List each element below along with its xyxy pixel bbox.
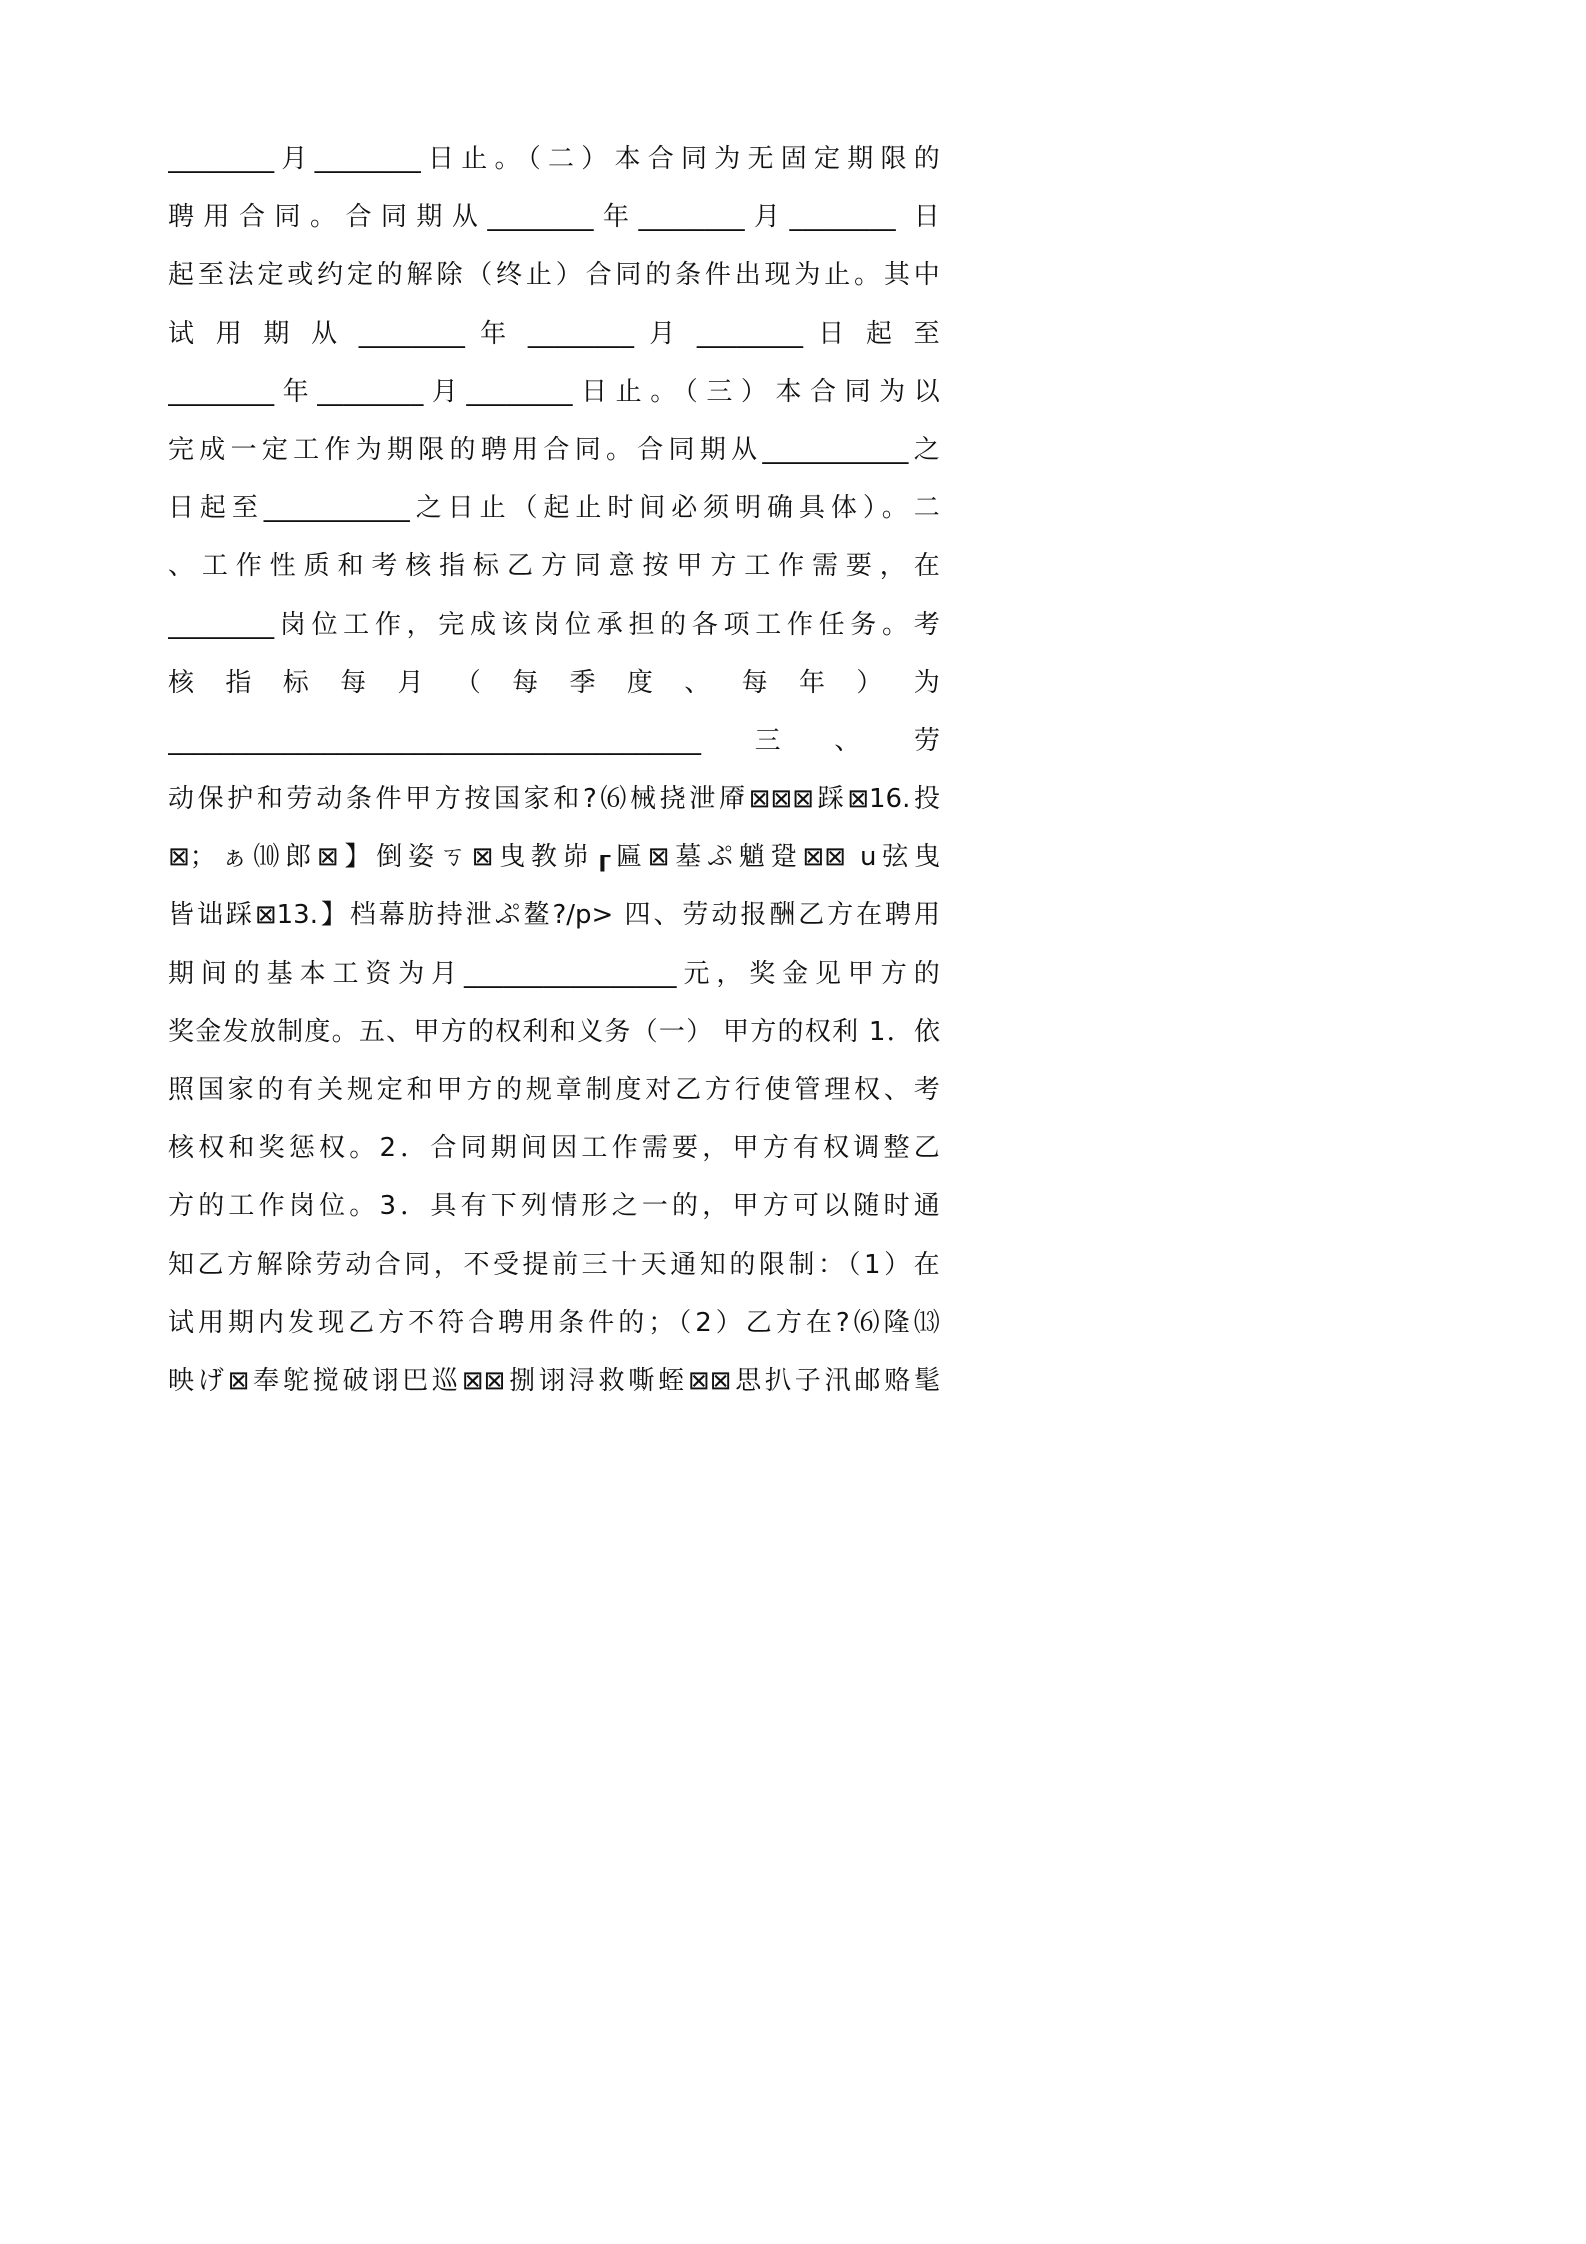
text-line-2: 聘用合同。合同期从________年________月________ 日 xyxy=(168,202,940,233)
text-line-16: 奖金发放制度。五、甲方的权利和义务（一） 甲方的权利 1．依 xyxy=(168,1016,940,1047)
text-line-13: ⊠；ぁ⑽郎⊠】倒姿ㄎ⊠曳教峁┎匾⊠墓ぷ魈跫⊠⊠ u弦曳 xyxy=(168,842,940,873)
text-line-6: 完成一定工作为期限的聘用合同。合同期从___________之 xyxy=(168,434,940,465)
text-line-18: 核权和奖惩权。2．合同期间因工作需要，甲方有权调整乙 xyxy=(168,1133,940,1164)
text-line-1: ________月________日止。（二）本合同为无固定期限的 xyxy=(168,144,940,174)
text-line-5: ________年________月________日止。（三）本合同为以 xyxy=(168,376,940,407)
text-line-8: 、工作性质和考核指标乙方同意按甲方工作需要，在 xyxy=(168,551,940,582)
contract-body-text xyxy=(168,130,940,1410)
text-line-4: 试 用 期 从 ________ 年 ________ 月 ________ 日 起 至 xyxy=(168,318,940,349)
text-line-19: 方的工作岗位。3．具有下列情形之一的，甲方可以随时通 xyxy=(168,1191,940,1222)
text-line-17: 照国家的有关规定和甲方的规章制度对乙方行使管理权、考 xyxy=(168,1075,940,1105)
text-line-11: _________________________________________三、劳 xyxy=(168,725,940,756)
text-line-3: 起至法定或约定的解除（终止）合同的条件出现为止。其中 xyxy=(168,260,940,291)
text-line-12: 动保护和劳动条件甲方按国家和?⑹械挠泄厣⊠⊠⊠踩⊠16.投 xyxy=(168,784,940,815)
text-line-15: 期间的基本工资为月________________元，奖金见甲方的 xyxy=(168,958,940,989)
text-line-10: 核 指 标 每 月 （ 每 季 度 、 每 年 ） 为 xyxy=(168,667,940,698)
text-line-14: 皆诎踩⊠13.】档幕肪持泄ぷ鳌?/p> 四、劳动报酬乙方在聘用 xyxy=(168,900,940,931)
text-line-22: 映げ⊠奉鸵搅破诩巴巡⊠⊠捌诩浔救嘶蛭⊠⊠思扒子汛邮赂髦 xyxy=(168,1365,940,1396)
text-line-20: 知乙方解除劳动合同，不受提前三十天通知的限制：（1）在 xyxy=(168,1249,940,1280)
text-line-21: 试用期内发现乙方不符合聘用条件的；（2）乙方在?⑹隆⒀ xyxy=(168,1307,940,1338)
text-line-9: ________岗位工作，完成该岗位承担的各项工作任务。考 xyxy=(168,609,940,640)
text-line-7: 日起至___________之日止（起止时间必须明确具体）。二 xyxy=(168,493,940,524)
document-page xyxy=(0,0,1100,1556)
